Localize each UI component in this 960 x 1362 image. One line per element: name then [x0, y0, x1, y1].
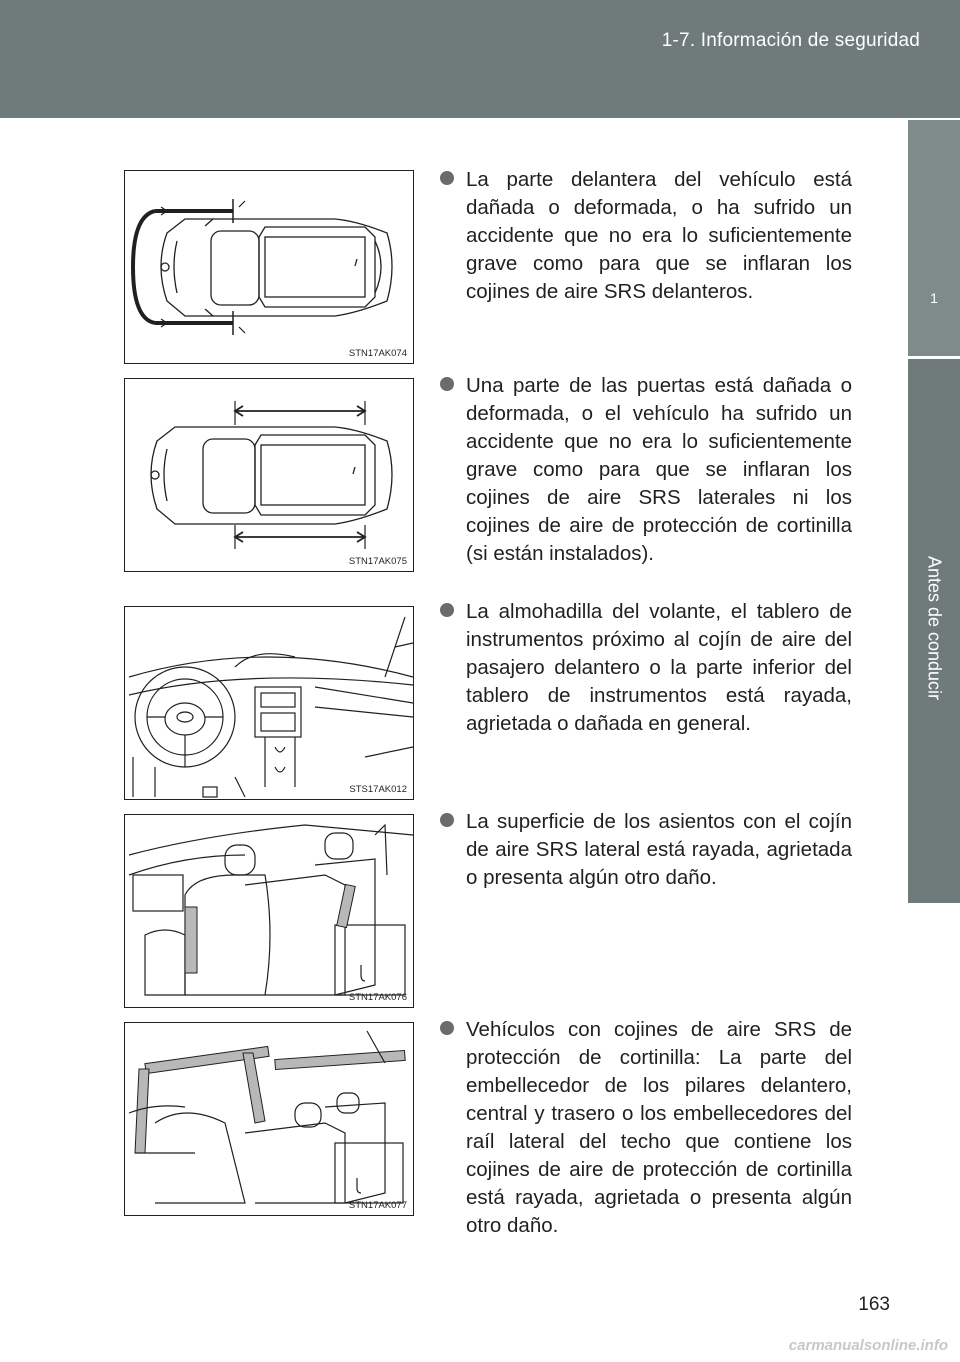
car-top-view-front-damage-icon [125, 171, 413, 363]
bullet-icon [440, 603, 454, 617]
side-tab-top [908, 118, 960, 358]
car-top-view-side-damage-icon [125, 379, 413, 571]
bullet-icon [440, 377, 454, 391]
dashboard-steering-wheel-icon [125, 607, 413, 799]
figure-code: STN17AK077 [348, 1200, 407, 1211]
item-text: La superficie de los asientos con el cojín de aire SRS lateral está rayada, agrietada o presenta algún otro daño. [466, 810, 852, 889]
page-header [0, 0, 960, 118]
section-title: 1-7. Información de seguridad [661, 30, 920, 51]
chapter-number: 1 [930, 290, 938, 306]
watermark: carmanualsonline.info [788, 1337, 948, 1354]
item-text: La parte delantera del vehículo está dañada o deformada, o ha sufrido un accidente que no era lo suficientemente grave como para que se inflaran los cojines de aire SRS delanteros. [466, 168, 852, 303]
seats-side-airbag-icon [125, 815, 413, 1007]
figure-seats [124, 814, 414, 1008]
item-text: Vehículos con cojines de aire SRS de protección de cortinilla: La parte del embellecedor de los pilares delantero, central y trasero o los embellecedores del raíl lateral del techo que contiene los cojines de aire de protección de cortinilla está rayada, agrietada o presenta algún otro daño. [466, 1018, 852, 1237]
bullet-icon [440, 1021, 454, 1035]
list-item [440, 166, 852, 306]
page-number: 163 [858, 1294, 890, 1315]
item-text: Una parte de las puertas está dañada o deformada, o el vehículo ha sufrido un accidente que no era lo suficientemente grave como para que se inflaran los cojines de aire SRS laterales ni los cojines de aire de protección de cortinilla (si están instalados). [466, 374, 852, 565]
figure-code: STN17AK074 [348, 348, 407, 359]
bullet-icon [440, 171, 454, 185]
chapter-title: Antes de conducir [924, 555, 945, 701]
figure-code: STN17AK075 [348, 556, 407, 567]
figure-code: STN17AK076 [348, 992, 407, 1003]
list-item [440, 808, 852, 892]
figure-dashboard [124, 606, 414, 800]
figure-code: STS17AK012 [349, 784, 407, 795]
figure-side-damage [124, 378, 414, 572]
bullet-icon [440, 813, 454, 827]
figure-front-damage [124, 170, 414, 364]
list-item [440, 598, 852, 738]
curtain-airbag-pillars-icon [125, 1023, 413, 1215]
figure-pillars [124, 1022, 414, 1216]
item-text: La almohadilla del volante, el tablero de instrumentos próximo al cojín de aire del pasajero delantero o la parte inferior del tablero de instrumentos está rayada, agrietada o dañada en general. [466, 600, 852, 735]
list-item [440, 1016, 852, 1240]
list-item [440, 372, 852, 568]
